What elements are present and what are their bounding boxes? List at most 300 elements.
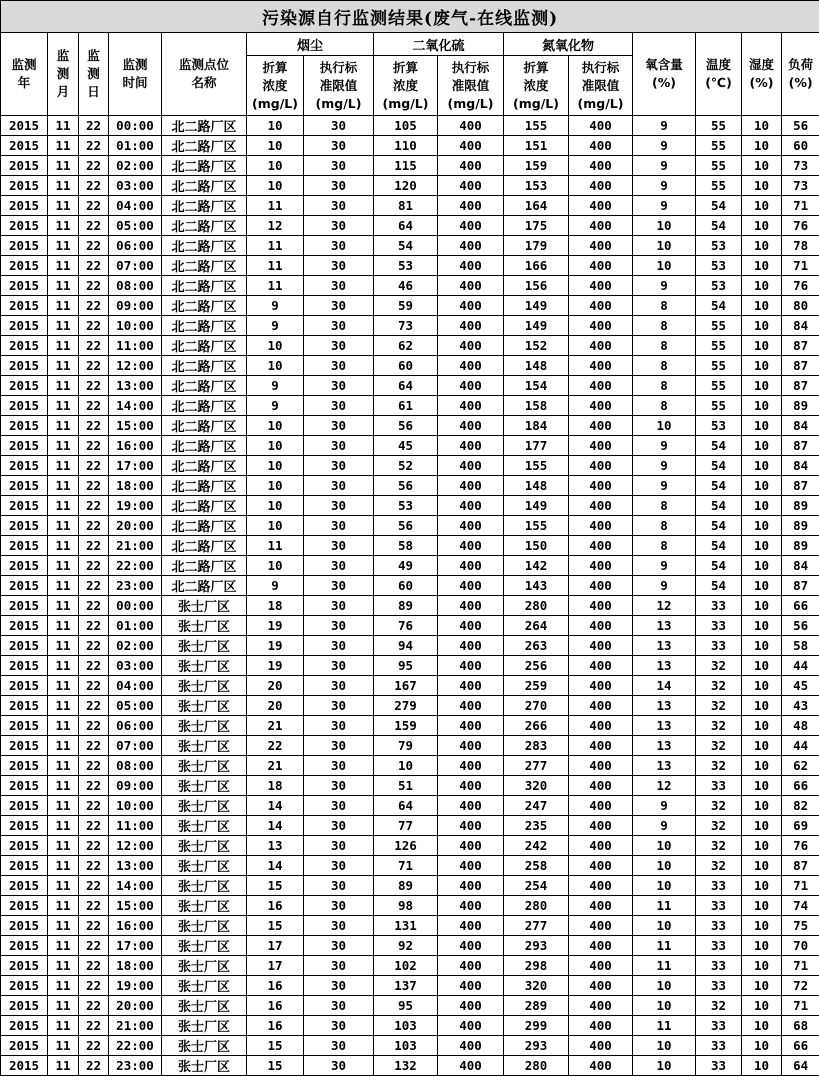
cell-oxygen: 9 bbox=[633, 816, 696, 836]
cell-load: 71 bbox=[782, 876, 819, 896]
cell-nox-limit: 400 bbox=[569, 196, 633, 216]
header-so2-conc: 折算 浓度 (mg/L) bbox=[374, 56, 438, 116]
cell-oxygen: 8 bbox=[633, 356, 696, 376]
cell-month: 11 bbox=[48, 1056, 79, 1076]
cell-temperature: 54 bbox=[696, 476, 742, 496]
cell-so2-conc: 132 bbox=[374, 1056, 438, 1076]
cell-dust-limit: 30 bbox=[304, 776, 374, 796]
table-row bbox=[1, 516, 819, 536]
cell-nox-limit: 400 bbox=[569, 356, 633, 376]
cell-time: 07:00 bbox=[109, 736, 162, 756]
cell-oxygen: 9 bbox=[633, 476, 696, 496]
cell-nox-limit: 400 bbox=[569, 936, 633, 956]
cell-temperature: 54 bbox=[696, 576, 742, 596]
cell-time: 11:00 bbox=[109, 816, 162, 836]
cell-oxygen: 14 bbox=[633, 676, 696, 696]
cell-so2-conc: 56 bbox=[374, 416, 438, 436]
cell-dust-limit: 30 bbox=[304, 816, 374, 836]
cell-day: 22 bbox=[79, 196, 109, 216]
cell-so2-limit: 400 bbox=[438, 776, 504, 796]
cell-humidity: 10 bbox=[742, 256, 782, 276]
cell-site: 张士厂区 bbox=[162, 616, 247, 636]
cell-dust-limit: 30 bbox=[304, 356, 374, 376]
cell-day: 22 bbox=[79, 476, 109, 496]
cell-month: 11 bbox=[48, 496, 79, 516]
cell-time: 01:00 bbox=[109, 136, 162, 156]
cell-time: 09:00 bbox=[109, 296, 162, 316]
cell-humidity: 10 bbox=[742, 836, 782, 856]
cell-nox-conc: 280 bbox=[504, 596, 569, 616]
cell-site: 张士厂区 bbox=[162, 656, 247, 676]
cell-load: 66 bbox=[782, 1036, 819, 1056]
header-nox: 氮氧化物 bbox=[504, 33, 633, 56]
cell-dust-conc: 10 bbox=[247, 116, 304, 136]
cell-so2-conc: 105 bbox=[374, 116, 438, 136]
cell-year: 2015 bbox=[1, 976, 48, 996]
cell-nox-limit: 400 bbox=[569, 496, 633, 516]
cell-so2-limit: 400 bbox=[438, 316, 504, 336]
cell-nox-conc: 264 bbox=[504, 616, 569, 636]
cell-oxygen: 9 bbox=[633, 276, 696, 296]
cell-so2-limit: 400 bbox=[438, 656, 504, 676]
cell-nox-limit: 400 bbox=[569, 956, 633, 976]
cell-nox-conc: 151 bbox=[504, 136, 569, 156]
cell-so2-conc: 64 bbox=[374, 376, 438, 396]
cell-load: 84 bbox=[782, 416, 819, 436]
cell-dust-conc: 11 bbox=[247, 236, 304, 256]
cell-temperature: 54 bbox=[696, 556, 742, 576]
cell-year: 2015 bbox=[1, 316, 48, 336]
cell-oxygen: 10 bbox=[633, 416, 696, 436]
cell-so2-limit: 400 bbox=[438, 496, 504, 516]
table-row bbox=[1, 956, 819, 976]
cell-nox-conc: 259 bbox=[504, 676, 569, 696]
cell-time: 00:00 bbox=[109, 596, 162, 616]
cell-dust-limit: 30 bbox=[304, 856, 374, 876]
cell-month: 11 bbox=[48, 696, 79, 716]
cell-nox-conc: 148 bbox=[504, 356, 569, 376]
cell-dust-limit: 30 bbox=[304, 456, 374, 476]
cell-humidity: 10 bbox=[742, 236, 782, 256]
cell-dust-limit: 30 bbox=[304, 416, 374, 436]
cell-day: 22 bbox=[79, 696, 109, 716]
cell-day: 22 bbox=[79, 296, 109, 316]
cell-day: 22 bbox=[79, 816, 109, 836]
cell-time: 20:00 bbox=[109, 996, 162, 1016]
cell-humidity: 10 bbox=[742, 656, 782, 676]
table-row bbox=[1, 176, 819, 196]
cell-temperature: 54 bbox=[696, 456, 742, 476]
cell-temperature: 55 bbox=[696, 116, 742, 136]
cell-day: 22 bbox=[79, 236, 109, 256]
cell-temperature: 32 bbox=[696, 796, 742, 816]
cell-year: 2015 bbox=[1, 876, 48, 896]
cell-site: 北二路厂区 bbox=[162, 456, 247, 476]
cell-oxygen: 9 bbox=[633, 196, 696, 216]
cell-site: 北二路厂区 bbox=[162, 256, 247, 276]
cell-temperature: 54 bbox=[696, 436, 742, 456]
header-dust-conc: 折算 浓度 (mg/L) bbox=[247, 56, 304, 116]
cell-dust-limit: 30 bbox=[304, 176, 374, 196]
cell-load: 70 bbox=[782, 936, 819, 956]
cell-year: 2015 bbox=[1, 756, 48, 776]
table-row bbox=[1, 496, 819, 516]
cell-oxygen: 9 bbox=[633, 796, 696, 816]
cell-nox-limit: 400 bbox=[569, 776, 633, 796]
cell-year: 2015 bbox=[1, 616, 48, 636]
cell-nox-limit: 400 bbox=[569, 176, 633, 196]
cell-dust-conc: 21 bbox=[247, 756, 304, 776]
cell-oxygen: 13 bbox=[633, 756, 696, 776]
cell-temperature: 32 bbox=[696, 736, 742, 756]
cell-so2-conc: 64 bbox=[374, 796, 438, 816]
cell-time: 15:00 bbox=[109, 416, 162, 436]
cell-so2-limit: 400 bbox=[438, 356, 504, 376]
cell-temperature: 32 bbox=[696, 836, 742, 856]
cell-time: 15:00 bbox=[109, 896, 162, 916]
cell-dust-limit: 30 bbox=[304, 636, 374, 656]
cell-oxygen: 8 bbox=[633, 296, 696, 316]
cell-so2-limit: 400 bbox=[438, 236, 504, 256]
cell-year: 2015 bbox=[1, 176, 48, 196]
cell-time: 02:00 bbox=[109, 156, 162, 176]
cell-nox-limit: 400 bbox=[569, 416, 633, 436]
cell-temperature: 33 bbox=[696, 876, 742, 896]
cell-nox-limit: 400 bbox=[569, 336, 633, 356]
cell-nox-limit: 400 bbox=[569, 656, 633, 676]
cell-site: 北二路厂区 bbox=[162, 376, 247, 396]
cell-so2-limit: 400 bbox=[438, 576, 504, 596]
table-row bbox=[1, 756, 819, 776]
cell-so2-conc: 159 bbox=[374, 716, 438, 736]
cell-humidity: 10 bbox=[742, 816, 782, 836]
cell-humidity: 10 bbox=[742, 1056, 782, 1076]
header-day: 监 测 日 bbox=[79, 33, 109, 116]
cell-site: 张士厂区 bbox=[162, 816, 247, 836]
cell-so2-limit: 400 bbox=[438, 976, 504, 996]
cell-temperature: 53 bbox=[696, 256, 742, 276]
cell-nox-limit: 400 bbox=[569, 1016, 633, 1036]
cell-site: 北二路厂区 bbox=[162, 396, 247, 416]
cell-site: 北二路厂区 bbox=[162, 176, 247, 196]
cell-year: 2015 bbox=[1, 496, 48, 516]
cell-temperature: 33 bbox=[696, 916, 742, 936]
cell-time: 16:00 bbox=[109, 436, 162, 456]
cell-so2-limit: 400 bbox=[438, 116, 504, 136]
cell-oxygen: 10 bbox=[633, 1036, 696, 1056]
cell-day: 22 bbox=[79, 536, 109, 556]
cell-so2-limit: 400 bbox=[438, 856, 504, 876]
cell-time: 07:00 bbox=[109, 256, 162, 276]
table-row bbox=[1, 456, 819, 476]
cell-so2-limit: 400 bbox=[438, 616, 504, 636]
cell-humidity: 10 bbox=[742, 916, 782, 936]
cell-so2-conc: 126 bbox=[374, 836, 438, 856]
cell-oxygen: 10 bbox=[633, 256, 696, 276]
cell-month: 11 bbox=[48, 796, 79, 816]
cell-nox-limit: 400 bbox=[569, 896, 633, 916]
cell-time: 13:00 bbox=[109, 856, 162, 876]
cell-humidity: 10 bbox=[742, 676, 782, 696]
cell-dust-limit: 30 bbox=[304, 596, 374, 616]
cell-so2-conc: 49 bbox=[374, 556, 438, 576]
cell-month: 11 bbox=[48, 676, 79, 696]
cell-day: 22 bbox=[79, 416, 109, 436]
cell-dust-conc: 11 bbox=[247, 276, 304, 296]
cell-oxygen: 9 bbox=[633, 556, 696, 576]
table-row bbox=[1, 576, 819, 596]
cell-time: 23:00 bbox=[109, 576, 162, 596]
cell-dust-limit: 30 bbox=[304, 516, 374, 536]
cell-humidity: 10 bbox=[742, 556, 782, 576]
cell-month: 11 bbox=[48, 116, 79, 136]
cell-site: 北二路厂区 bbox=[162, 436, 247, 456]
cell-so2-limit: 400 bbox=[438, 156, 504, 176]
cell-time: 20:00 bbox=[109, 516, 162, 536]
cell-nox-limit: 400 bbox=[569, 556, 633, 576]
table-row bbox=[1, 996, 819, 1016]
cell-dust-limit: 30 bbox=[304, 696, 374, 716]
cell-nox-limit: 400 bbox=[569, 696, 633, 716]
cell-year: 2015 bbox=[1, 816, 48, 836]
cell-year: 2015 bbox=[1, 1036, 48, 1056]
cell-site: 张士厂区 bbox=[162, 1036, 247, 1056]
cell-temperature: 33 bbox=[696, 976, 742, 996]
cell-day: 22 bbox=[79, 976, 109, 996]
cell-time: 03:00 bbox=[109, 656, 162, 676]
cell-dust-conc: 10 bbox=[247, 496, 304, 516]
cell-nox-limit: 400 bbox=[569, 976, 633, 996]
cell-time: 04:00 bbox=[109, 676, 162, 696]
cell-oxygen: 10 bbox=[633, 856, 696, 876]
cell-site: 张士厂区 bbox=[162, 676, 247, 696]
cell-temperature: 32 bbox=[696, 676, 742, 696]
cell-nox-conc: 235 bbox=[504, 816, 569, 836]
table-row bbox=[1, 696, 819, 716]
table-row bbox=[1, 796, 819, 816]
cell-oxygen: 9 bbox=[633, 136, 696, 156]
cell-nox-limit: 400 bbox=[569, 136, 633, 156]
cell-so2-limit: 400 bbox=[438, 536, 504, 556]
cell-year: 2015 bbox=[1, 956, 48, 976]
cell-load: 87 bbox=[782, 576, 819, 596]
cell-dust-conc: 16 bbox=[247, 976, 304, 996]
cell-temperature: 32 bbox=[696, 716, 742, 736]
cell-site: 张士厂区 bbox=[162, 836, 247, 856]
cell-so2-limit: 400 bbox=[438, 176, 504, 196]
cell-load: 45 bbox=[782, 676, 819, 696]
cell-site: 北二路厂区 bbox=[162, 216, 247, 236]
cell-so2-limit: 400 bbox=[438, 376, 504, 396]
cell-year: 2015 bbox=[1, 576, 48, 596]
cell-nox-conc: 247 bbox=[504, 796, 569, 816]
cell-dust-conc: 16 bbox=[247, 896, 304, 916]
cell-time: 19:00 bbox=[109, 976, 162, 996]
cell-year: 2015 bbox=[1, 456, 48, 476]
table-row bbox=[1, 196, 819, 216]
cell-dust-limit: 30 bbox=[304, 716, 374, 736]
cell-dust-limit: 30 bbox=[304, 836, 374, 856]
cell-day: 22 bbox=[79, 576, 109, 596]
cell-temperature: 55 bbox=[696, 176, 742, 196]
cell-dust-conc: 9 bbox=[247, 396, 304, 416]
cell-nox-limit: 400 bbox=[569, 916, 633, 936]
cell-load: 71 bbox=[782, 996, 819, 1016]
cell-oxygen: 8 bbox=[633, 396, 696, 416]
cell-site: 北二路厂区 bbox=[162, 536, 247, 556]
cell-nox-limit: 400 bbox=[569, 856, 633, 876]
cell-so2-conc: 94 bbox=[374, 636, 438, 656]
cell-month: 11 bbox=[48, 896, 79, 916]
cell-oxygen: 13 bbox=[633, 656, 696, 676]
cell-so2-conc: 61 bbox=[374, 396, 438, 416]
cell-so2-conc: 53 bbox=[374, 496, 438, 516]
cell-year: 2015 bbox=[1, 996, 48, 1016]
cell-month: 11 bbox=[48, 1016, 79, 1036]
cell-so2-conc: 45 bbox=[374, 436, 438, 456]
table-row bbox=[1, 436, 819, 456]
cell-dust-limit: 30 bbox=[304, 676, 374, 696]
cell-so2-conc: 64 bbox=[374, 216, 438, 236]
cell-year: 2015 bbox=[1, 336, 48, 356]
cell-temperature: 32 bbox=[696, 696, 742, 716]
cell-day: 22 bbox=[79, 276, 109, 296]
table-row bbox=[1, 136, 819, 156]
cell-month: 11 bbox=[48, 316, 79, 336]
cell-site: 张士厂区 bbox=[162, 856, 247, 876]
cell-load: 87 bbox=[782, 336, 819, 356]
cell-dust-conc: 19 bbox=[247, 656, 304, 676]
cell-day: 22 bbox=[79, 136, 109, 156]
cell-load: 87 bbox=[782, 476, 819, 496]
cell-dust-conc: 10 bbox=[247, 516, 304, 536]
cell-nox-conc: 298 bbox=[504, 956, 569, 976]
cell-dust-conc: 10 bbox=[247, 476, 304, 496]
cell-load: 44 bbox=[782, 656, 819, 676]
cell-nox-limit: 400 bbox=[569, 236, 633, 256]
cell-so2-limit: 400 bbox=[438, 796, 504, 816]
cell-oxygen: 8 bbox=[633, 516, 696, 536]
cell-day: 22 bbox=[79, 876, 109, 896]
cell-so2-conc: 115 bbox=[374, 156, 438, 176]
cell-time: 21:00 bbox=[109, 536, 162, 556]
cell-dust-conc: 11 bbox=[247, 196, 304, 216]
cell-dust-conc: 15 bbox=[247, 916, 304, 936]
cell-time: 08:00 bbox=[109, 756, 162, 776]
cell-day: 22 bbox=[79, 376, 109, 396]
cell-dust-limit: 30 bbox=[304, 136, 374, 156]
cell-so2-conc: 110 bbox=[374, 136, 438, 156]
cell-dust-conc: 22 bbox=[247, 736, 304, 756]
cell-site: 北二路厂区 bbox=[162, 496, 247, 516]
cell-nox-conc: 177 bbox=[504, 436, 569, 456]
cell-nox-conc: 293 bbox=[504, 936, 569, 956]
cell-nox-limit: 400 bbox=[569, 716, 633, 736]
cell-year: 2015 bbox=[1, 116, 48, 136]
cell-month: 11 bbox=[48, 876, 79, 896]
cell-load: 56 bbox=[782, 616, 819, 636]
cell-so2-conc: 137 bbox=[374, 976, 438, 996]
cell-so2-conc: 92 bbox=[374, 936, 438, 956]
cell-nox-limit: 400 bbox=[569, 876, 633, 896]
cell-humidity: 10 bbox=[742, 716, 782, 736]
cell-year: 2015 bbox=[1, 716, 48, 736]
cell-nox-limit: 400 bbox=[569, 736, 633, 756]
cell-nox-limit: 400 bbox=[569, 816, 633, 836]
cell-load: 72 bbox=[782, 976, 819, 996]
table-row bbox=[1, 936, 819, 956]
table-row bbox=[1, 1056, 819, 1076]
cell-temperature: 54 bbox=[696, 536, 742, 556]
cell-nox-conc: 256 bbox=[504, 656, 569, 676]
cell-dust-limit: 30 bbox=[304, 916, 374, 936]
cell-dust-conc: 11 bbox=[247, 256, 304, 276]
cell-dust-limit: 30 bbox=[304, 116, 374, 136]
table-row bbox=[1, 416, 819, 436]
cell-dust-conc: 17 bbox=[247, 936, 304, 956]
cell-site: 北二路厂区 bbox=[162, 356, 247, 376]
cell-humidity: 10 bbox=[742, 576, 782, 596]
cell-month: 11 bbox=[48, 836, 79, 856]
cell-so2-conc: 54 bbox=[374, 236, 438, 256]
cell-year: 2015 bbox=[1, 896, 48, 916]
cell-site: 张士厂区 bbox=[162, 716, 247, 736]
cell-oxygen: 9 bbox=[633, 576, 696, 596]
cell-humidity: 10 bbox=[742, 156, 782, 176]
cell-oxygen: 9 bbox=[633, 156, 696, 176]
cell-time: 10:00 bbox=[109, 796, 162, 816]
cell-site: 北二路厂区 bbox=[162, 316, 247, 336]
cell-nox-limit: 400 bbox=[569, 996, 633, 1016]
cell-so2-limit: 400 bbox=[438, 516, 504, 536]
cell-time: 16:00 bbox=[109, 916, 162, 936]
cell-day: 22 bbox=[79, 796, 109, 816]
cell-load: 87 bbox=[782, 856, 819, 876]
cell-time: 02:00 bbox=[109, 636, 162, 656]
cell-dust-limit: 30 bbox=[304, 616, 374, 636]
cell-year: 2015 bbox=[1, 416, 48, 436]
table-row bbox=[1, 616, 819, 636]
cell-dust-conc: 15 bbox=[247, 1056, 304, 1076]
cell-load: 48 bbox=[782, 716, 819, 736]
cell-nox-conc: 175 bbox=[504, 216, 569, 236]
table-title: 污染源自行监测结果(废气-在线监测) bbox=[1, 1, 819, 33]
cell-nox-conc: 179 bbox=[504, 236, 569, 256]
cell-site: 张士厂区 bbox=[162, 776, 247, 796]
cell-year: 2015 bbox=[1, 556, 48, 576]
cell-year: 2015 bbox=[1, 796, 48, 816]
table-row bbox=[1, 676, 819, 696]
cell-so2-limit: 400 bbox=[438, 816, 504, 836]
cell-oxygen: 11 bbox=[633, 896, 696, 916]
cell-month: 11 bbox=[48, 996, 79, 1016]
cell-so2-conc: 81 bbox=[374, 196, 438, 216]
cell-site: 张士厂区 bbox=[162, 916, 247, 936]
cell-dust-conc: 10 bbox=[247, 416, 304, 436]
cell-year: 2015 bbox=[1, 856, 48, 876]
cell-humidity: 10 bbox=[742, 856, 782, 876]
cell-month: 11 bbox=[48, 536, 79, 556]
cell-dust-conc: 14 bbox=[247, 816, 304, 836]
cell-dust-conc: 19 bbox=[247, 616, 304, 636]
cell-nox-limit: 400 bbox=[569, 836, 633, 856]
cell-so2-conc: 120 bbox=[374, 176, 438, 196]
table-row bbox=[1, 376, 819, 396]
cell-time: 12:00 bbox=[109, 356, 162, 376]
cell-time: 05:00 bbox=[109, 696, 162, 716]
cell-month: 11 bbox=[48, 416, 79, 436]
cell-site: 北二路厂区 bbox=[162, 276, 247, 296]
